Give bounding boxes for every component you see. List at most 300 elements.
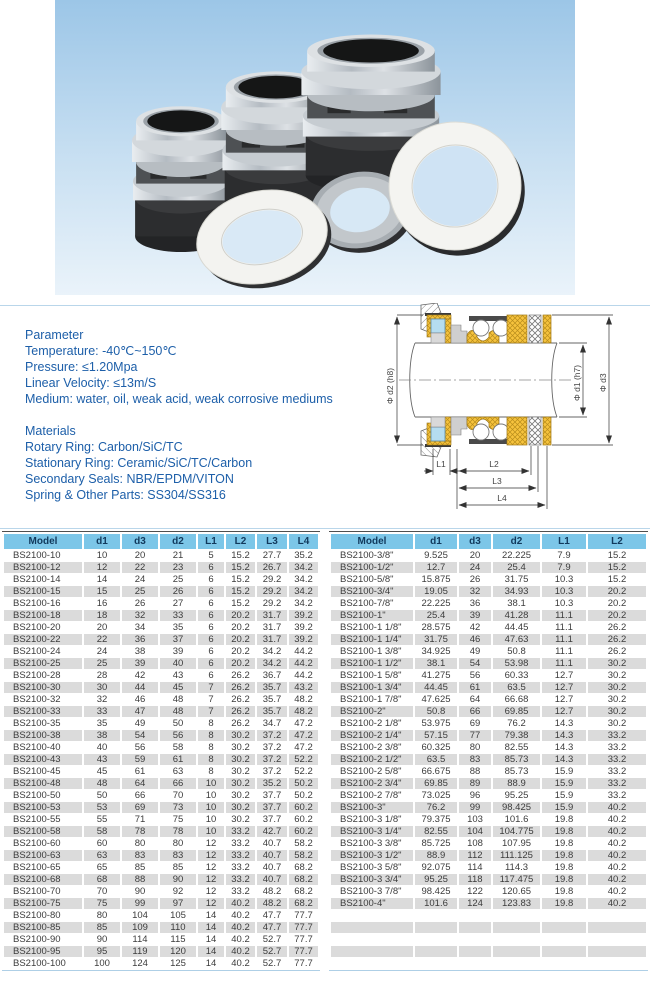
value-cell: 47.2 xyxy=(294,718,313,729)
value-cell: 40.2 xyxy=(588,826,646,837)
value-cell: 40.2 xyxy=(226,922,255,933)
table-row xyxy=(4,718,318,729)
model-cell: BS2100-3 1/4" xyxy=(331,826,413,837)
value-cell: 10 xyxy=(198,778,224,789)
table-row xyxy=(331,766,646,777)
model-cell: BS2100-55 xyxy=(13,814,61,825)
value-cell: 15.2 xyxy=(231,574,250,585)
value-cell: 44.2 xyxy=(289,658,318,669)
table-row xyxy=(331,814,646,825)
spec-line: Linear Velocity: ≤13m/S xyxy=(25,376,157,390)
value-cell: 104.775 xyxy=(493,826,540,837)
value-cell: 44 xyxy=(122,682,158,693)
value-cell: 20.2 xyxy=(607,598,627,609)
value-cell: 20 xyxy=(469,550,481,561)
table-row xyxy=(4,610,318,621)
table-row xyxy=(4,802,318,813)
table-row xyxy=(331,718,646,729)
value-cell: 8 xyxy=(208,742,214,753)
value-cell: 50.8 xyxy=(415,706,457,717)
value-cell: 6 xyxy=(208,598,214,609)
value-cell: 43.2 xyxy=(289,682,318,693)
table-row xyxy=(331,706,646,717)
value-cell: 52.7 xyxy=(257,946,287,957)
value-cell: 38 xyxy=(134,646,146,657)
value-cell: 80 xyxy=(134,838,146,849)
value-cell: 82.55 xyxy=(504,742,529,753)
value-cell: 20.2 xyxy=(231,622,250,633)
table-row xyxy=(331,790,646,801)
value-cell: 24 xyxy=(96,646,108,657)
model-cell: BS2100-3 1/2" xyxy=(331,850,413,861)
value-cell: 34.2 xyxy=(289,562,318,573)
parameter-block xyxy=(25,327,333,407)
value-cell: 19.8 xyxy=(554,886,574,897)
value-cell xyxy=(415,946,457,957)
value-cell: 64 xyxy=(469,694,481,705)
value-cell: 14.3 xyxy=(542,730,586,741)
value-cell: 6 xyxy=(208,646,214,657)
table-row xyxy=(331,874,646,885)
column-header: d2 xyxy=(493,534,540,549)
model-cell: BS2100-18 xyxy=(4,610,82,621)
value-cell: 12 xyxy=(205,838,217,849)
table-row xyxy=(331,562,646,573)
spec-line: Medium: water, oil, weak acid, weak corrosive mediums xyxy=(25,392,333,406)
table-row xyxy=(4,598,318,609)
value-cell: 11.1 xyxy=(542,634,586,645)
value-cell: 35.7 xyxy=(257,682,287,693)
value-cell: 25 xyxy=(172,574,184,585)
value-cell: 14 xyxy=(198,946,224,957)
model-cell xyxy=(331,946,413,957)
spec-line: Stationary Ring: Ceramic/SiC/TC/Carbon xyxy=(25,456,253,470)
table-row xyxy=(4,814,318,825)
value-cell xyxy=(459,946,491,957)
spec-line: Spring & Other Parts: SS304/SS316 xyxy=(25,488,226,502)
value-cell: 10.3 xyxy=(542,586,586,597)
table-row xyxy=(4,790,318,801)
value-cell: 92.075 xyxy=(421,862,451,873)
value-cell: 88 xyxy=(122,874,158,885)
table-row xyxy=(4,898,318,909)
value-cell: 33.2 xyxy=(607,766,627,777)
value-cell xyxy=(415,958,457,969)
value-cell: 85.73 xyxy=(493,754,540,765)
value-cell: 26.2 xyxy=(226,682,255,693)
value-cell: 37.2 xyxy=(262,742,282,753)
value-cell: 12 xyxy=(84,562,120,573)
value-cell: 34.2 xyxy=(257,658,287,669)
value-cell: 48.2 xyxy=(289,706,318,717)
value-cell: 83 xyxy=(160,850,196,861)
value-cell: 44.2 xyxy=(294,670,313,681)
model-cell: BS2100-4" xyxy=(331,898,413,909)
table-row xyxy=(331,730,646,741)
value-cell: 77.7 xyxy=(289,922,318,933)
value-cell: 70 xyxy=(96,886,108,897)
value-cell: 31.7 xyxy=(262,622,282,633)
value-cell: 31.7 xyxy=(257,610,287,621)
column-header: L2 xyxy=(226,534,255,549)
value-cell: 6 xyxy=(208,622,214,633)
model-cell: BS2100-50 xyxy=(13,790,61,801)
table-row xyxy=(4,562,318,573)
value-cell: 30.2 xyxy=(231,790,250,801)
value-cell: 36 xyxy=(469,598,481,609)
table-row xyxy=(331,934,646,945)
value-cell: 80 xyxy=(172,838,184,849)
value-cell: 12.7 xyxy=(542,706,586,717)
value-cell: 75 xyxy=(172,814,184,825)
model-cell xyxy=(331,934,413,945)
table-row xyxy=(4,874,318,885)
value-cell: 45 xyxy=(96,766,108,777)
value-cell: 65 xyxy=(96,862,108,873)
model-cell: BS2100-1 3/4" xyxy=(331,682,413,693)
value-cell xyxy=(493,934,540,945)
value-cell: 57.15 xyxy=(415,730,457,741)
value-cell: 10.3 xyxy=(554,598,574,609)
model-cell: BS2100-68 xyxy=(4,874,82,885)
spec-line: Secondary Seals: NBR/EPDM/VITON xyxy=(25,472,234,486)
value-cell: 80 xyxy=(96,910,108,921)
model-cell: BS2100-80 xyxy=(13,910,61,921)
value-cell: 35 xyxy=(172,622,184,633)
model-cell: BS2100-1 7/8" xyxy=(340,694,402,705)
value-cell: 35 xyxy=(96,718,108,729)
value-cell: 19.8 xyxy=(542,898,586,909)
value-cell: 40.2 xyxy=(231,910,250,921)
value-cell: 19.8 xyxy=(554,862,574,873)
value-cell: 6 xyxy=(198,586,224,597)
value-cell xyxy=(542,910,586,921)
model-cell: BS2100-25 xyxy=(4,658,82,669)
value-cell: 101.6 xyxy=(415,898,457,909)
value-cell: 47 xyxy=(122,706,158,717)
value-cell xyxy=(493,958,540,969)
model-cell: BS2100-24 xyxy=(13,646,61,657)
table-row xyxy=(331,922,646,933)
value-cell: 111.125 xyxy=(493,850,540,861)
value-cell: 88 xyxy=(469,766,481,777)
model-cell xyxy=(331,910,413,921)
table-row xyxy=(331,682,646,693)
table-row xyxy=(331,634,646,645)
parameter-lines xyxy=(25,343,333,407)
value-cell: 10.3 xyxy=(554,574,574,585)
value-cell: 60.2 xyxy=(289,826,318,837)
column-header: L2 xyxy=(588,534,646,549)
model-cell: BS2100-3/8" xyxy=(340,550,394,561)
spec-line: Pressure: ≤1.20Mpa xyxy=(25,360,138,374)
value-cell xyxy=(459,958,491,969)
value-cell: 19.8 xyxy=(554,814,574,825)
value-cell: 14 xyxy=(198,922,224,933)
shaft-drawing xyxy=(399,343,571,417)
model-cell: BS2100-58 xyxy=(4,826,82,837)
dim-label-d1: Φ d1 (h7) xyxy=(572,364,582,401)
model-cell: BS2100-38 xyxy=(4,730,82,741)
value-cell: 8 xyxy=(208,718,214,729)
value-cell: 35.2 xyxy=(294,550,313,561)
value-cell: 48.2 xyxy=(262,886,282,897)
table-row xyxy=(331,622,646,633)
value-cell: 44.2 xyxy=(294,646,313,657)
value-cell: 33 xyxy=(160,610,196,621)
value-cell: 25 xyxy=(84,658,120,669)
value-cell: 104 xyxy=(459,826,491,837)
table-row xyxy=(331,646,646,657)
value-cell: 42 xyxy=(134,670,146,681)
value-cell: 20.2 xyxy=(226,634,255,645)
value-cell: 40.2 xyxy=(231,934,250,945)
value-cell: 69.85 xyxy=(415,778,457,789)
value-cell: 10 xyxy=(205,814,217,825)
value-cell: 107.95 xyxy=(501,838,532,849)
value-cell: 33.2 xyxy=(231,838,250,849)
table-row xyxy=(331,778,646,789)
value-cell: 47.7 xyxy=(262,910,282,921)
table-row xyxy=(331,754,646,765)
value-cell: 28 xyxy=(96,670,108,681)
value-cell: 79.375 xyxy=(421,814,451,825)
value-cell: 34.2 xyxy=(262,646,282,657)
spec-line: Temperature: -40℃~150℃ xyxy=(25,344,177,358)
value-cell: 20 xyxy=(96,622,108,633)
value-cell: 69 xyxy=(122,802,158,813)
value-cell: 9.525 xyxy=(424,550,448,561)
value-cell: 58.2 xyxy=(294,838,313,849)
model-cell: BS2100-75 xyxy=(4,898,82,909)
value-cell: 68.2 xyxy=(294,886,313,897)
model-cell xyxy=(331,922,413,933)
value-cell: 24 xyxy=(459,562,491,573)
value-cell: 68.2 xyxy=(289,874,318,885)
value-cell: 47.2 xyxy=(289,730,318,741)
value-cell: 44.45 xyxy=(415,682,457,693)
model-cell: BS2100-14 xyxy=(13,574,61,585)
value-cell: 14.3 xyxy=(542,754,586,765)
model-cell: BS2100-22 xyxy=(4,634,82,645)
value-cell: 33.2 xyxy=(588,778,646,789)
value-cell: 12 xyxy=(205,862,217,873)
value-cell: 14 xyxy=(205,934,217,945)
value-cell: 83 xyxy=(122,850,158,861)
model-cell: BS2100-7/8" xyxy=(340,598,394,609)
value-cell: 40.7 xyxy=(257,850,287,861)
value-cell: 79.38 xyxy=(493,730,540,741)
table-row xyxy=(4,682,318,693)
value-cell: 80 xyxy=(469,742,481,753)
value-cell: 53.98 xyxy=(493,658,540,669)
value-cell: 50.2 xyxy=(289,778,318,789)
value-cell: 120.65 xyxy=(501,886,532,897)
value-cell: 15.2 xyxy=(226,586,255,597)
value-cell: 50 xyxy=(172,718,184,729)
model-cell: BS2100-2 1/4" xyxy=(331,730,413,741)
table-row xyxy=(331,838,646,849)
value-cell: 19.8 xyxy=(542,874,586,885)
model-cell: BS2100-3 5/8" xyxy=(340,862,402,873)
table-row xyxy=(4,622,318,633)
value-cell xyxy=(493,910,540,921)
value-cell: 30.2 xyxy=(231,766,250,777)
model-cell: BS2100-2" xyxy=(331,706,413,717)
value-cell: 60.33 xyxy=(504,670,529,681)
value-cell: 58.2 xyxy=(289,850,318,861)
model-cell: BS2100-2 3/8" xyxy=(340,742,402,753)
table-row xyxy=(331,694,646,705)
value-cell: 60 xyxy=(96,838,108,849)
materials-lines xyxy=(25,439,333,503)
value-cell: 14.3 xyxy=(554,718,574,729)
value-cell: 15.2 xyxy=(226,562,255,573)
value-cell: 56 xyxy=(160,730,196,741)
value-cell: 95 xyxy=(84,946,120,957)
value-cell: 10 xyxy=(205,790,217,801)
value-cell: 15.9 xyxy=(542,802,586,813)
value-cell: 47.625 xyxy=(421,694,451,705)
table-row xyxy=(4,754,318,765)
product-photo-illustration xyxy=(55,0,575,295)
table-row xyxy=(331,742,646,753)
value-cell: 63 xyxy=(84,850,120,861)
value-cell: 8 xyxy=(208,766,214,777)
dim-label-L4: L4 xyxy=(497,493,507,503)
value-cell: 15.2 xyxy=(588,562,646,573)
value-cell: 6 xyxy=(198,634,224,645)
value-cell: 22 xyxy=(84,634,120,645)
value-cell: 92 xyxy=(172,886,184,897)
value-cell: 40.2 xyxy=(588,802,646,813)
dim-label-L1: L1 xyxy=(436,459,446,469)
value-cell: 77.7 xyxy=(294,934,313,945)
value-cell: 40.2 xyxy=(231,958,250,969)
value-cell: 14 xyxy=(96,574,108,585)
value-cell: 45 xyxy=(160,682,196,693)
value-cell: 26.2 xyxy=(588,634,646,645)
value-cell: 33.2 xyxy=(588,754,646,765)
column-header: L3 xyxy=(257,534,287,549)
table-row xyxy=(331,910,646,921)
model-cell: BS2100-2 1/2" xyxy=(331,754,413,765)
value-cell: 6 xyxy=(198,658,224,669)
table-row xyxy=(331,802,646,813)
value-cell xyxy=(415,934,457,945)
value-cell: 19.8 xyxy=(554,838,574,849)
table-row xyxy=(4,850,318,861)
table-row xyxy=(4,694,318,705)
table-row xyxy=(331,658,646,669)
value-cell: 26.2 xyxy=(226,706,255,717)
model-cell: BS2100-5/8" xyxy=(340,574,394,585)
model-cell: BS2100-70 xyxy=(13,886,61,897)
table-row xyxy=(4,766,318,777)
value-cell: 33.2 xyxy=(607,790,627,801)
value-cell xyxy=(542,946,586,957)
value-cell: 42 xyxy=(469,622,481,633)
value-cell: 75 xyxy=(84,898,120,909)
value-cell: 34.2 xyxy=(294,598,313,609)
value-cell: 33.2 xyxy=(607,742,627,753)
value-cell: 12 xyxy=(205,886,217,897)
value-cell: 40.2 xyxy=(226,898,255,909)
model-cell: BS2100-1 5/8" xyxy=(340,670,402,681)
value-cell: 15.2 xyxy=(231,598,250,609)
value-cell: 29.2 xyxy=(262,598,282,609)
value-cell: 52.2 xyxy=(294,766,313,777)
dim-label-d3: Φ d3 xyxy=(598,373,608,392)
column-header: d1 xyxy=(84,534,120,549)
value-cell: 61 xyxy=(459,682,491,693)
value-cell: 39 xyxy=(172,646,184,657)
value-cell: 19.05 xyxy=(415,586,457,597)
table-row xyxy=(4,706,318,717)
value-cell xyxy=(588,934,646,945)
value-cell: 77.7 xyxy=(294,958,313,969)
value-cell: 25 xyxy=(122,586,158,597)
model-cell: BS2100-1 1/2" xyxy=(331,658,413,669)
value-cell: 52.2 xyxy=(289,754,318,765)
value-cell: 11.1 xyxy=(555,622,573,633)
value-cell: 41.275 xyxy=(421,670,451,681)
value-cell xyxy=(588,958,646,969)
value-cell: 68 xyxy=(84,874,120,885)
value-cell: 110 xyxy=(160,922,196,933)
value-cell: 37.2 xyxy=(262,766,282,777)
value-cell: 73 xyxy=(160,802,196,813)
value-cell: 31.7 xyxy=(257,634,287,645)
value-cell: 8 xyxy=(198,730,224,741)
section-divider-tables xyxy=(0,528,650,529)
model-cell: BS2100-20 xyxy=(13,622,61,633)
value-cell: 122 xyxy=(467,886,483,897)
table-row xyxy=(4,934,318,945)
value-cell: 53.975 xyxy=(421,718,451,729)
value-cell: 97 xyxy=(160,898,196,909)
value-cell: 21 xyxy=(172,550,184,561)
dimension-lines xyxy=(397,315,613,509)
value-cell: 14 xyxy=(205,910,217,921)
model-cell: BS2100-35 xyxy=(13,718,61,729)
value-cell: 34.93 xyxy=(493,586,540,597)
value-cell: 63.5 xyxy=(493,682,540,693)
value-cell: 88.9 xyxy=(493,778,540,789)
value-cell: 48 xyxy=(172,694,184,705)
value-cell: 40.2 xyxy=(588,850,646,861)
column-header: d3 xyxy=(122,534,158,549)
value-cell: 26 xyxy=(134,598,146,609)
value-cell: 73.025 xyxy=(421,790,451,801)
model-cell: BS2100-2 7/8" xyxy=(340,790,402,801)
value-cell: 35.7 xyxy=(257,706,287,717)
value-cell: 123.83 xyxy=(493,898,540,909)
value-cell: 40.2 xyxy=(607,814,627,825)
model-cell: BS2100-3 1/8" xyxy=(340,814,402,825)
value-cell: 26.7 xyxy=(257,562,287,573)
value-cell: 95.25 xyxy=(415,874,457,885)
value-cell: 25.4 xyxy=(493,562,540,573)
value-cell: 39.2 xyxy=(294,622,313,633)
value-cell: 6 xyxy=(208,670,214,681)
value-cell xyxy=(542,934,586,945)
value-cell: 40.7 xyxy=(262,862,282,873)
table-row xyxy=(4,742,318,753)
value-cell: 19.8 xyxy=(542,850,586,861)
value-cell: 40.2 xyxy=(588,874,646,885)
value-cell: 37 xyxy=(160,634,196,645)
